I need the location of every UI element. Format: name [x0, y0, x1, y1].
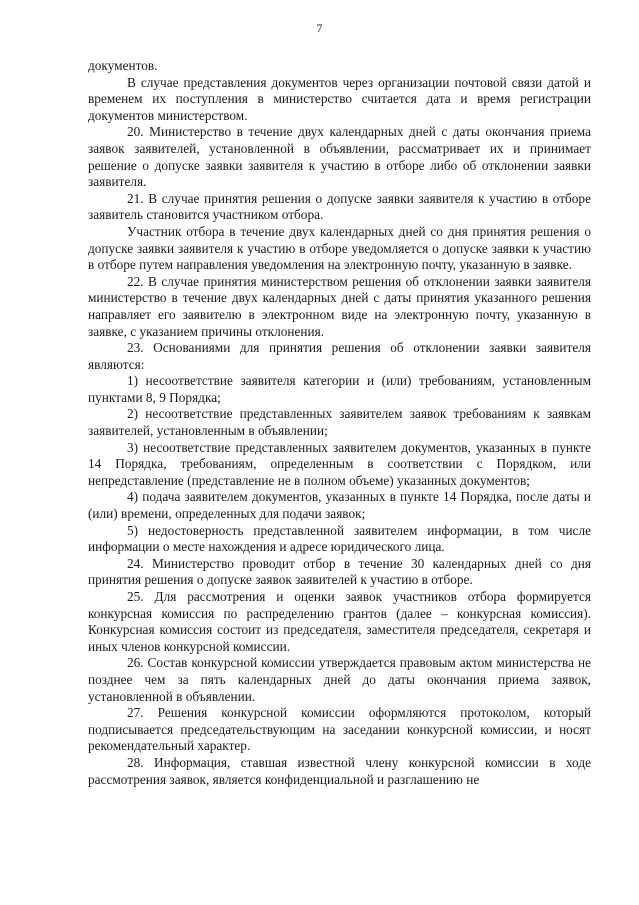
paragraph-clause-27: 27. Решения конкурсной комиссии оформляются протоколом, который подписывается председательствующим на заседании конкурсной комиссии, и носят рекомендательный характер.: [88, 705, 591, 754]
list-item-1: 1) несоответствие заявителя категории и (или) требованиям, установленным пунктами 8, 9 Порядка;: [88, 373, 591, 405]
paragraph-postal-submission: В случае представления документов через организации почтовой связи датой и временем их поступления в министерство считается дата и время регистрации документов министерством.: [88, 74, 591, 123]
paragraph-participant-notice: Участник отбора в течение двух календарных дней со дня принятия решения о допуске заявки заявителя к участию в отборе уведомляется о допуске заявки к участию в отборе путем направления уведомления на электронную почту, указанную в заявке.: [88, 223, 591, 273]
list-item-4: 4) подача заявителем документов, указанных в пункте 14 Порядка, после даты и (или) времени, определенных для подачи заявок;: [88, 489, 591, 522]
document-body: [88, 58, 591, 788]
paragraph-clause-21: 21. В случае принятия решения о допуске заявки заявителя к участию в отборе заявитель становится участником отбора.: [88, 190, 591, 223]
list-item-2: 2) несоответствие представленных заявителем заявок требованиям к заявкам заявителей, установленным в объявлении;: [88, 406, 591, 439]
page-number: 7: [316, 23, 323, 35]
paragraph-clause-26: 26. Состав конкурсной комиссии утверждается правовым актом министерства не позднее чем за пять календарных дней до даты окончания приема заявок, установленной в объявлении.: [88, 655, 591, 704]
paragraph-clause-23: 23. Основаниями для принятия решения об отклонении заявки заявителя являются:: [88, 340, 591, 372]
paragraph-clause-24: 24. Министерство проводит отбор в течение 30 календарных дней со дня принятия решения о допуске заявок заявителей к участию в отборе.: [88, 555, 591, 588]
paragraph-continuation: документов.: [88, 58, 158, 73]
paragraph-clause-20: 20. Министерство в течение двух календарных дней с даты окончания приема заявок заявителей, установленной в объявлении, рассматривает их и принимает решение о допуске заявки заявителя к участию в отборе либо об отклонении заявки заявителя.: [88, 124, 591, 190]
list-item-5: 5) недостоверность представленной заявителем информации, в том числе информации о месте нахождения и адресе юридического лица.: [88, 522, 591, 555]
paragraph-clause-28: 28. Информация, ставшая известной члену конкурсной комиссии в ходе рассмотрения заявок, является конфиденциальной и разглашению не: [88, 754, 591, 787]
list-item-3: 3) несоответствие представленных заявителем документов, указанных в пункте 14 Порядка, требованиям, определенным в соответствии с Порядком, или непредставление (представление не в полном объеме) указанных документов;: [88, 439, 591, 488]
paragraph-clause-25: 25. Для рассмотрения и оценки заявок участников отбора формируется конкурсная комиссия по распределению грантов (далее – конкурсная комиссия). Конкурсная комиссия состоит из председателя, заместителя председателя, секретаря и иных членов конкурсной комиссии.: [88, 589, 591, 654]
paragraph-clause-22: 22. В случае принятия министерством решения об отклонении заявки заявителя министерство в течение двух календарных дней с даты принятия указанного решения направляет его заявителю в электронном виде на электронную почту, указанную в заявке, с указанием причины отклонения.: [88, 273, 591, 339]
